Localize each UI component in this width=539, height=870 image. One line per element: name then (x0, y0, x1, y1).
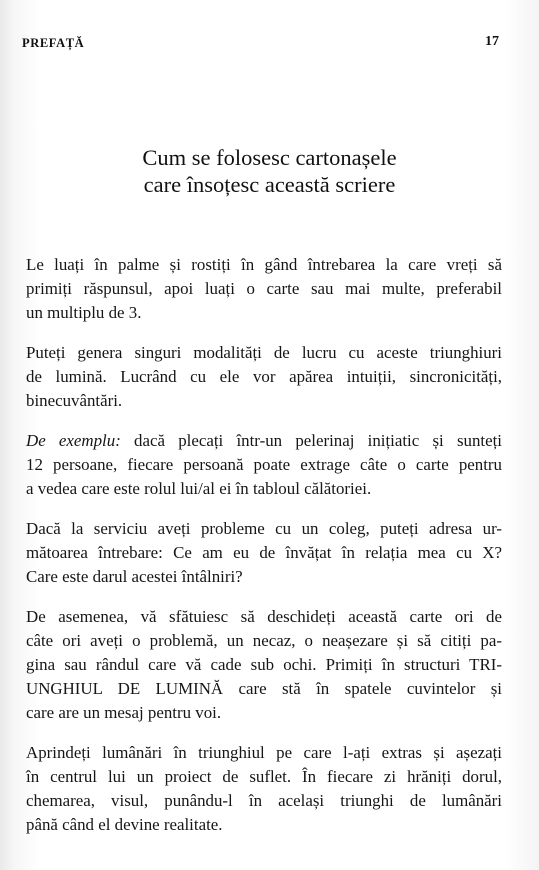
text-line: UNGHIUL DE LUMINĂ care stă în spatele cuvintelor și (26, 679, 502, 698)
chapter-title-line-2: care însoțesc această scriere (143, 172, 396, 197)
running-head: PREFAȚĂ (22, 36, 85, 50)
text-line: în centrul lui un proiect de suflet. În fiecare zi hrăniți dorul, (26, 767, 502, 786)
text-line: chemarea, visul, punându-l în același triunghi de lumânări (26, 791, 502, 810)
text-line: un multiplu de 3. (26, 303, 142, 322)
paragraph-6 (26, 741, 502, 837)
text-line: Dacă la serviciu aveți probleme cu un coleg, puteți adresa ur- (26, 519, 502, 538)
text-line: De asemenea, vă sfătuiesc să deschideți această carte ori de (26, 607, 502, 626)
text-line: mătoarea întrebare: Ce am eu de învățat în relația mea cu X? (26, 543, 502, 562)
text-line: gina sau rândul care vă cade sub ochi. Primiți în structuri TRI- (26, 655, 502, 674)
text-line: binecuvântări. (26, 391, 123, 410)
body-text (26, 253, 502, 853)
text-line: Aprindeți lumânări în triunghiul pe care l-ați extras și așezați (26, 743, 502, 762)
example-lead: De exemplu: (26, 431, 121, 450)
text-line: Puteți genera singuri modalități de lucru cu aceste triunghiuri (26, 343, 502, 362)
text-line: până când el devine realitate. (26, 815, 223, 834)
text-line: a vedea care este rolul lui/al ei în tabloul călătoriei. (26, 479, 372, 498)
paragraph-3 (26, 429, 502, 501)
paragraph-2 (26, 341, 502, 413)
paragraph-4 (26, 517, 502, 589)
paragraph-5 (26, 605, 502, 725)
text-line: 12 persoane, fiecare persoană poate extrage câte o carte pentru (26, 455, 502, 474)
text-line: Le luați în palme și rostiți în gând întrebarea la care vreți să (26, 255, 502, 274)
text-line: câte ori aveți o problemă, un necaz, o neașezare și să citiți pa- (26, 631, 502, 650)
page-number: 17 (485, 34, 499, 49)
chapter-title-line-1: Cum se folosesc cartonașele (142, 145, 397, 170)
text-line: Care este darul acestei întâlniri? (26, 567, 243, 586)
text-line (26, 429, 502, 453)
text-line: de lumină. Lucrând cu ele vor apărea intuiții, sincronicități, (26, 367, 502, 386)
chapter-title (0, 144, 539, 198)
text-line: care are un mesaj pentru voi. (26, 703, 222, 722)
text-line-rest: dacă plecați într-un pelerinaj inițiatic și sunteți (120, 431, 502, 450)
text-line: primiți răspunsul, apoi luați o carte sau mai multe, preferabil (26, 279, 502, 298)
paragraph-1 (26, 253, 502, 325)
